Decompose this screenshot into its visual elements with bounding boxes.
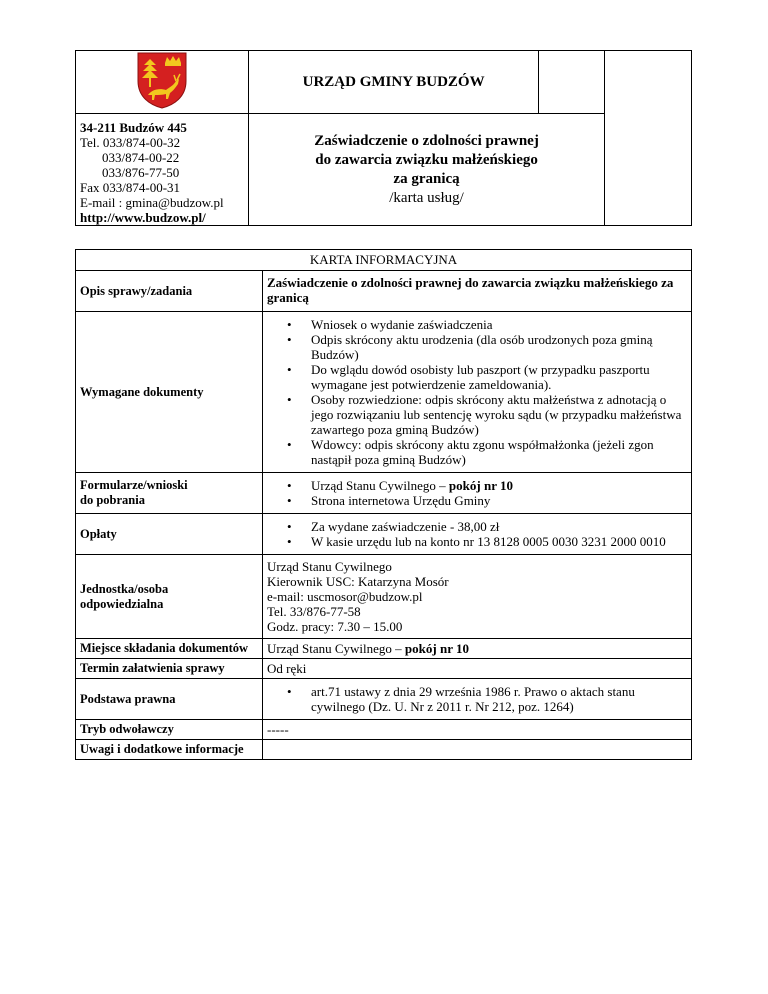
fees-list <box>267 519 687 549</box>
value-miejsce <box>263 639 692 659</box>
address-tel-2: 033/874-00-22 <box>102 150 180 165</box>
address-tel-3: 033/876-77-50 <box>102 165 180 180</box>
forms-item-room: pokój nr 10 <box>448 478 513 493</box>
place-room: pokój nr 10 <box>404 641 469 656</box>
row-termin <box>76 659 692 679</box>
unit-line: e-mail: uscmosor@budzow.pl <box>267 589 423 604</box>
value-jednostka <box>263 555 692 639</box>
label-tryb: Tryb odwoławczy <box>76 720 263 740</box>
row-uwagi <box>76 740 692 760</box>
value-opis: Zaświadczenie o zdolności prawnej do zawarcia związku małżeńskiego za granicą <box>263 271 692 312</box>
forms-item-text: Urząd Stanu Cywilnego – <box>311 478 449 493</box>
forms-list <box>267 478 687 508</box>
list-item: • Osoby rozwiedzione: odpis skrócony aktu małżeństwa z adnotacją o jego rozwiązaniu lub sentencję wyroku sądu (w przypadku małżeństwa zawartego poza gminą Budzów) <box>311 392 687 437</box>
address-url: http://www.budzow.pl/ <box>80 210 206 225</box>
unit-line: Tel. 33/876-77-58 <box>267 604 361 619</box>
label-formularze-line-1: Formularze/wnioski <box>80 478 188 492</box>
header-row-1 <box>76 51 692 114</box>
label-dokumenty: Wymagane dokumenty <box>76 312 263 473</box>
list-item: • Za wydane zaświadczenie - 38,00 zł <box>311 519 687 534</box>
document-title-line-1: Zaświadczenie o zdolności prawnej <box>314 132 539 149</box>
header-row-2 <box>76 114 692 226</box>
label-jednostka-line-2: odpowiedzialna <box>80 596 164 611</box>
coat-of-arms-logo <box>136 51 188 109</box>
address-tel-1: Tel. 033/874-00-32 <box>80 135 181 150</box>
legal-basis-list <box>267 684 687 714</box>
list-item: • Strona internetowa Urzędu Gminy <box>311 493 687 508</box>
info-heading-row <box>76 250 692 271</box>
unit-line: Kierownik USC: Katarzyna Mosór <box>267 574 449 589</box>
row-dokumenty <box>76 312 692 473</box>
header-empty-cell-2 <box>605 51 692 226</box>
list-item: • Wniosek o wydanie zaświadczenia <box>311 317 687 332</box>
list-item: • art.71 ustawy z dnia 29 września 1986 r. Prawo o aktach stanu cywilnego (Dz. U. Nr z 2011 r. Nr 212, poz. 1264) <box>311 684 687 714</box>
label-podstawa: Podstawa prawna <box>76 679 263 720</box>
address-block <box>76 114 249 226</box>
label-jednostka <box>76 555 263 639</box>
address-street: 34-211 Budzów 445 <box>80 120 187 135</box>
info-heading: KARTA INFORMACYJNA <box>76 250 692 271</box>
value-tryb: ----- <box>263 720 692 740</box>
list-item <box>311 478 687 493</box>
header-table <box>75 50 692 226</box>
label-oplaty: Opłaty <box>76 514 263 555</box>
document-subtitle: /karta usług/ <box>389 189 464 206</box>
list-item: • Do wglądu dowód osobisty lub paszport (w przypadku paszportu wymagane jest potwierdzenie zameldowania). <box>311 362 687 392</box>
list-item: • Wdowcy: odpis skrócony aktu zgonu współmałżonka (jeżeli zgon nastąpił poza gminą Budzów) <box>311 437 687 467</box>
logo-cell <box>76 51 249 114</box>
unit-line: Urząd Stanu Cywilnego <box>267 559 392 574</box>
value-uwagi <box>263 740 692 760</box>
place-text: Urząd Stanu Cywilnego – <box>267 641 405 656</box>
header-empty-cell-1 <box>539 51 605 114</box>
label-formularze-line-2: do pobrania <box>80 493 145 507</box>
documents-list <box>267 317 687 467</box>
list-item: • Odpis skrócony aktu urodzenia (dla osób urodzonych poza gminą Budzów) <box>311 332 687 362</box>
row-podstawa <box>76 679 692 720</box>
label-uwagi: Uwagi i dodatkowe informacje <box>76 740 263 760</box>
unit-line: Godz. pracy: 7.30 – 15.00 <box>267 619 403 634</box>
row-oplaty <box>76 514 692 555</box>
row-miejsce <box>76 639 692 659</box>
value-termin: Od ręki <box>263 659 692 679</box>
address-email: E-mail : gmina@budzow.pl <box>80 195 224 210</box>
value-oplaty <box>263 514 692 555</box>
row-opis <box>76 271 692 312</box>
address-fax: Fax 033/874-00-31 <box>80 180 181 195</box>
document-title-line-3: za granicą <box>393 170 460 187</box>
row-formularze <box>76 473 692 514</box>
label-termin: Termin załatwienia sprawy <box>76 659 263 679</box>
value-dokumenty <box>263 312 692 473</box>
label-miejsce: Miejsce składania dokumentów <box>76 639 263 659</box>
office-name: URZĄD GMINY BUDZÓW <box>248 51 538 114</box>
document-title-block <box>248 114 604 226</box>
label-formularze <box>76 473 263 514</box>
label-jednostka-line-1: Jednostka/osoba <box>80 581 169 596</box>
label-opis: Opis sprawy/zadania <box>76 271 263 312</box>
info-table <box>75 249 692 760</box>
row-jednostka <box>76 555 692 639</box>
row-tryb <box>76 720 692 740</box>
value-podstawa <box>263 679 692 720</box>
document-title-line-2: do zawarcia związku małżeńskiego <box>315 151 538 168</box>
value-formularze <box>263 473 692 514</box>
list-item: • W kasie urzędu lub na konto nr 13 8128 0005 0030 3231 2000 0010 <box>311 534 687 549</box>
